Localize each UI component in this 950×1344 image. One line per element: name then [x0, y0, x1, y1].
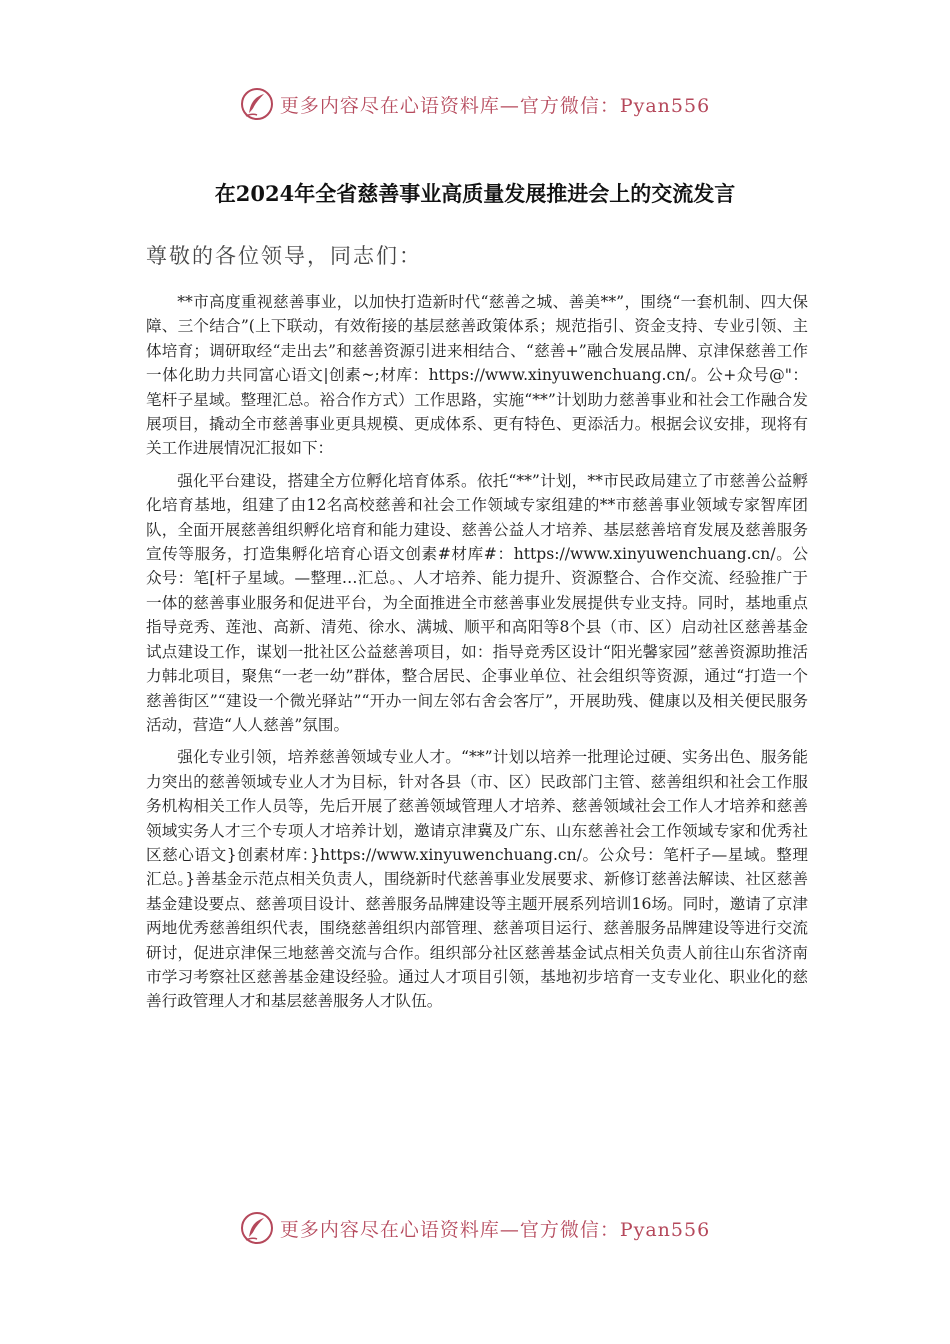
document-body	[146, 290, 808, 1022]
paragraph-intro: **市高度重视慈善事业，以加快打造新时代“慈善之城、善美**”，围绕“一套机制、四大保障、三个结合”(上下联动，有效衔接的基层慈善政策体系；规范指引、资金支持、专业引领、主体培育；调研取经“走出去”和慈善资源引进来相结合、“慈善+”融合发展品牌、京津保慈善工作一体化助力共同富心语文|创素~;材库：https://www.xinyuwenchuang.cn/。公+众号@"：笔杆子星域。整理汇总。裕合作方式）工作思路，实施“**”计划助力慈善事业和社会工作融合发展项目，撬动全市慈善事业更具规模、更成体系、更有特色、更添活力。根据会议安排，现将有关工作进展情况汇报如下：	[146, 293, 808, 458]
header-watermark-banner	[0, 84, 950, 124]
footer-watermark-banner	[0, 1208, 950, 1248]
banner-text: 更多内容尽在心语资料库—官方微信：Pyan556	[279, 1218, 711, 1241]
paragraph-talent: 强化专业引领，培养慈善领域专业人才。“**”计划以培养一批理论过硬、实务出色、服务能力突出的慈善领域专业人才为目标，针对各县（市、区）民政部门主管、慈善组织和社会工作服务机构相关工作人员等，先后开展了慈善领域管理人才培养、慈善领域社会工作人才培养和慈善领域实务人才三个专项人才培养计划，邀请京津冀及广东、山东慈善社会工作领域专家和优秀社区慈心语文}创素材库：}https://www.xinyuwenchuang.cn/。公众号：笔杆子—星域。整理汇总。}善基金示范点相关负责人，围绕新时代慈善事业发展要求、新修订慈善法解读、社区慈善基金建设要点、慈善项目设计、慈善服务品牌建设等主题开展系列培训16场。同时，邀请了京津两地优秀慈善组织代表，围绕慈善组织内部管理、慈善项目运行、慈善服务品牌建设等进行交流研讨，促进京津保三地慈善交流与合作。组织部分社区慈善基金试点相关负责人前往山东省济南市学习考察社区慈善基金建设经验。通过人才项目引领，基地初步培育一支专业化、职业化的慈善行政管理人才和基层慈善服务人才队伍。	[146, 748, 808, 1011]
feather-pen-icon	[240, 1211, 274, 1245]
paragraph-platform: 强化平台建设，搭建全方位孵化培育体系。依托“**”计划，**市民政局建立了市慈善公益孵化培育基地，组建了由12名高校慈善和社会工作领域专家组建的**市慈善事业领域专家智库团队，全面开展慈善组织孵化培育和能力建设、慈善公益人才培养、基层慈善培育发展及慈善服务宣传等服务，打造集孵化培育心语文创素#材库#：https://www.xinyuwenchuang.cn/。公众号：笔[杆子星域。—整理…汇总。、人才培养、能力提升、资源整合、合作交流、经验推广于一体的慈善事业服务和促进平台，为全面推进全市慈善事业发展提供专业支持。同时，基地重点指导竞秀、莲池、高新、清苑、徐水、满城、顺平和高阳等8个县（市、区）启动社区慈善基金试点建设工作，谋划一批社区公益慈善项目，如：指导竞秀区设计“阳光馨家园”慈善资源助推活力韩北项目，聚焦“一老一幼”群体，整合居民、企事业单位、社会组织等资源，通过“打造一个慈善街区”“建设一个微光驿站”“开办一间左邻右舍会客厅”，开展助残、健康以及相关便民服务活动，营造“人人慈善”氛围。	[146, 471, 808, 734]
feather-pen-icon	[240, 87, 274, 121]
banner-text: 更多内容尽在心语资料库—官方微信：Pyan556	[279, 94, 711, 117]
document-title: 在2024年全省慈善事业高质量发展推进会上的交流发言	[214, 181, 736, 206]
salutation: 尊敬的各位领导，同志们：	[146, 244, 422, 268]
